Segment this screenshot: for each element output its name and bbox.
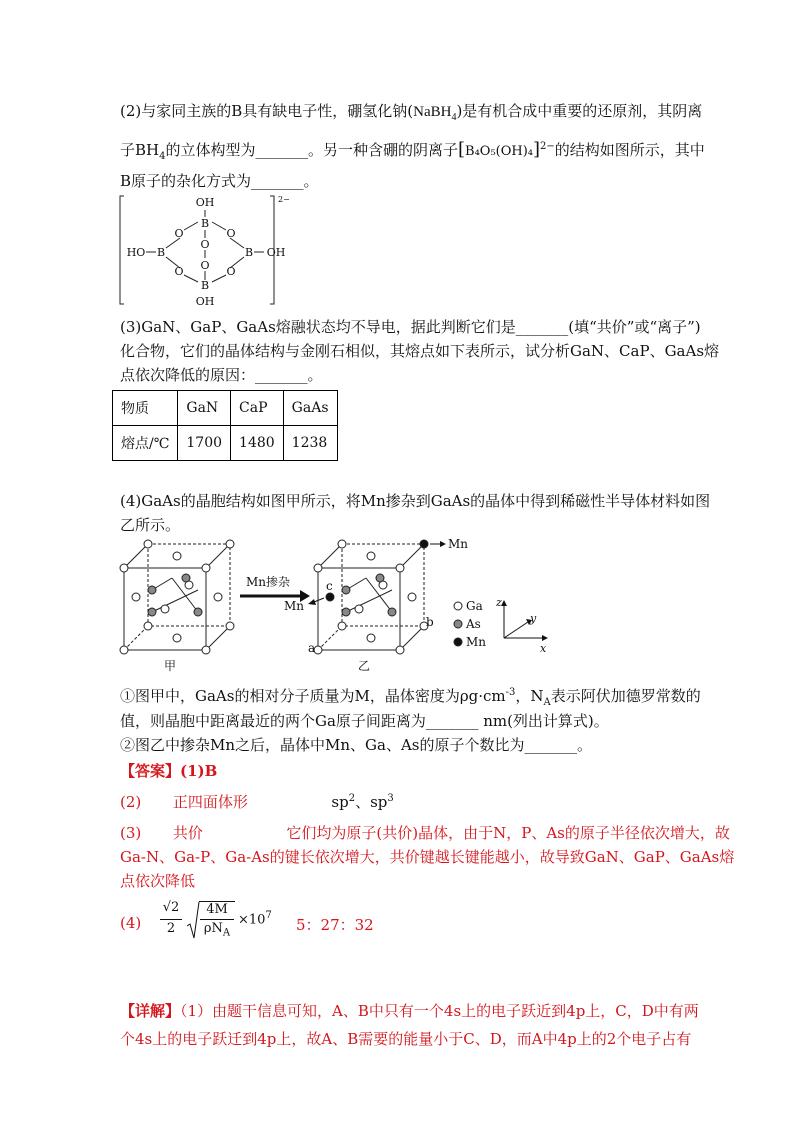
answer-line-4: Ga-N、Ga-P、Ga-As的键长依次增大，共价键越长键能越小，故导致GaN、GaP、GaAs熔 <box>120 848 735 866</box>
charge-label: 2− <box>278 195 290 204</box>
svg-text:HO: HO <box>126 246 146 259</box>
svg-text:O: O <box>174 265 184 278</box>
melting-point-table <box>112 390 338 461</box>
label-yi: 乙 <box>358 659 371 673</box>
detail-tag: 【详解】 <box>120 1002 181 1020</box>
q4-line-1: (4)GaAs的晶胞结构如图甲所示，将Mn掺杂到GaAs的晶体中得到稀磁性半导体材料如图 <box>120 492 711 510</box>
svg-text:O: O <box>200 259 210 272</box>
answer-line-6: (4) √2 2 4M $\rho N_A$ $\times 10^7$ 5：27：32 <box>120 900 374 939</box>
q3-line-2: 化合物，它们的晶体结构与金刚石相似，其熔点如下表所示，试分析GaN、CaP、GaAs熔 <box>120 342 720 360</box>
oh-top-label: OH <box>195 196 215 209</box>
answer-line-5: 点依次降低 <box>120 872 196 890</box>
b-top-label: B <box>200 217 210 230</box>
label-jia: 甲 <box>164 659 177 673</box>
svg-text:O: O <box>174 227 184 240</box>
svg-text:b: b <box>426 615 434 629</box>
svg-text:c: c <box>326 579 333 593</box>
legend <box>454 599 486 649</box>
q2-line-1: (2)与家同主族的B具有缺电子性，硼氢化钠(NaBH$_4$)是有机合成中重要的还原剂，其阴离 <box>120 102 703 123</box>
detail-line-1: 【详解】（1）由题干信息可知，A、B中只有一个4s上的电子跃近到4p上，C，D中有两 <box>120 1002 699 1020</box>
q4-sub-3: ②图乙中掺杂Mn之后，晶体中Mn、Ga、As的原子个数比为_______。 <box>120 736 592 754</box>
svg-text:B: B <box>244 246 254 259</box>
b-bottom-label: B <box>200 279 210 292</box>
svg-text:a: a <box>308 641 316 655</box>
answer-line-1: 【答案】(1)B <box>120 762 218 780</box>
svg-text:Mn: Mn <box>466 635 487 649</box>
detail-line-2: 个4s上的电子跃迁到4p上，故A、B需要的能量小于C、D，而A中4p上的2个电子占有 <box>120 1030 692 1048</box>
mn-left-label: Mn <box>284 599 305 613</box>
svg-text:O: O <box>226 227 236 240</box>
q2-line-3: B原子的杂化方式为_______。 <box>120 172 319 190</box>
answer-tag: 【答案】 <box>120 762 181 780</box>
answer-line-2: (2) 正四面体形 $sp^2$、$sp^3$ <box>120 793 394 811</box>
svg-text:OH: OH <box>266 246 286 259</box>
crystal-cell-figure <box>112 534 562 674</box>
mn-top-label: Mn <box>448 537 469 551</box>
q3-line-3: 点依次降低的原因：_______。 <box>120 366 323 384</box>
q4-sub-2: 值，则晶胞中距离最近的两个Ga原子间距离为_______ nm(列出计算式)。 <box>120 712 609 730</box>
oh-bottom-label: OH <box>195 295 215 308</box>
q4-sub-1: ①图甲中，GaAs的相对分子质量为M，晶体密度为$\rho g\cdot cm^{-3}$，$N_A$表示阿伏加德罗常数的 <box>120 687 701 708</box>
svg-text:z: z <box>496 596 502 609</box>
svg-text:x: x <box>540 642 547 655</box>
answer-line-3: (3) 共价 它们均为原子(共价)晶体，由于N，P、As的原子半径依次增大，故 <box>120 824 730 842</box>
table-row: 物质 GaN CaP GaAs <box>113 391 338 426</box>
arrow-label: Mn掺杂 <box>246 575 291 589</box>
svg-text:O: O <box>226 265 236 278</box>
table-row: 熔点/℃ 1700 1480 1238 <box>113 426 338 461</box>
svg-text:Ga: Ga <box>466 599 483 613</box>
q4-line-2: 乙所示。 <box>120 516 181 534</box>
q3-line-1: (3)GaN、GaP、GaAs熔融状态均不导电，据此判断它们是_______(填“共价”或“离子”) <box>120 318 701 336</box>
svg-text:As: As <box>466 617 481 631</box>
borate-structure-diagram <box>118 192 298 310</box>
svg-text:B: B <box>156 246 166 259</box>
q2-line-2: 子$BH_4$的立体构型为_______。另一种含硼的阴离子$[B_4O_5(OH)_4]^{2-}$的结构如图所示，其中 <box>120 139 705 162</box>
svg-text:y: y <box>530 612 537 625</box>
svg-text:O: O <box>200 238 210 251</box>
axes-icon <box>504 606 542 638</box>
